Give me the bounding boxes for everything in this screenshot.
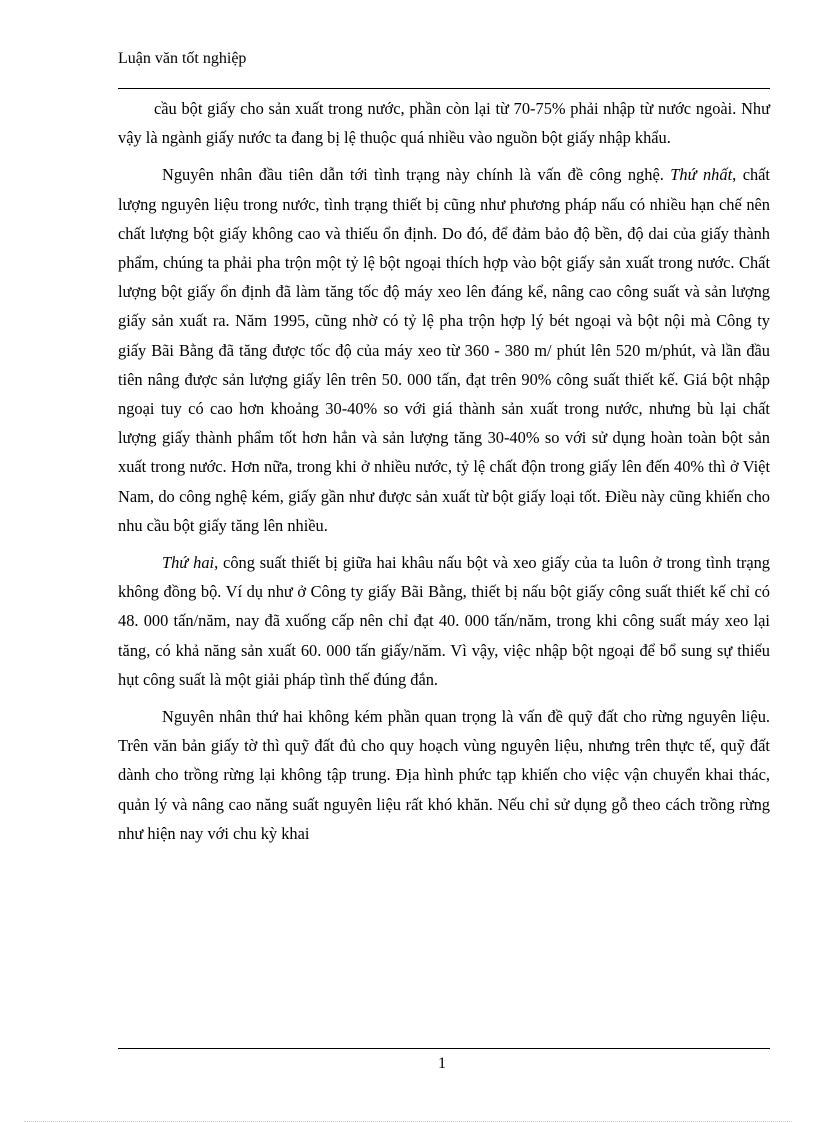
paragraph-text: Nguyên nhân đầu tiên dẫn tới tình trạng này chính là vấn đề công nghệ. (162, 165, 671, 185)
page-number: 1 (438, 1055, 446, 1072)
paragraph-continuation (118, 94, 770, 152)
paragraph-text: , chất lượng nguyên liệu trong nước, tình trạng thiết bị cũng như phương pháp nấu có nhiều hạn chế nên chất lượng bột giấy không cao và thiếu ổn định. Do đó, để đảm bảo độ bền, độ dai của giấy thành phẩm, chúng ta phải pha trộn một tỷ lệ bột ngoại thích hợp vào bột giấy sản xuất trong nước. Chất lượng bột giấy ổn định đã làm tăng tốc độ máy xeo lên đáng kể, nâng cao công suất và sản lượng giấy sản xuất ra. Năm 1995, cũng nhờ có tỷ lệ pha trộn hợp lý bét ngoại và bột nội mà Công ty giấy Bãi Bằng đã tăng được tốc độ của máy xeo từ 360 - 380 m/ phút lên 520 m/phút, và lần đầu tiên nâng được sản lượng giấy lên trên 50. 000 tấn, đạt trên 90% công suất thiết kế. Giá bột nhập ngoại tuy có cao hơn khoảng 30-40% so với giá thành sản xuất trong nước, nhưng bù lại chất lượng giấy thành phẩm tốt hơn hẳn và sản lượng tăng 30-40% so với sử dụng hoàn toàn bột sản xuất trong nước. Hơn nữa, trong khi ở nhiều nước, tỷ lệ chất độn trong giấy lên đến 40% thì ở Việt Nam, do công nghệ kém, giấy gần như được sản xuất từ bột giấy loại tốt. Điều này cũng khiến cho nhu cầu bột giấy tăng lên nhiều. (118, 165, 770, 535)
running-header-title: Luận văn tốt nghiệp (118, 50, 247, 67)
paragraph-text: , công suất thiết bị giữa hai khâu nấu bột và xeo giấy của ta luôn ở trong tình trạng không đồng bộ. Ví dụ như ở Công ty giấy Bãi Bằng, thiết bị nấu bột giấy công suất thiết kế chỉ có 48. 000 tấn/năm, nay đã xuống cấp nên chỉ đạt 40. 000 tấn/năm, trong khi công suất máy xeo lại tăng, có khả năng sản xuất 60. 000 tấn giấy/năm. Vì vậy, việc nhập bột ngoại để bổ sung sự thiếu hụt công suất là một giải pháp tình thế đúng đắn. (118, 553, 770, 689)
body-text (118, 94, 770, 856)
page-edge-divider (24, 1121, 792, 1122)
header-rule (118, 88, 770, 89)
paragraph-technology-cause (118, 160, 770, 540)
paragraph-text: cầu bột giấy cho sản xuất trong nước, phần còn lại từ 70-75% phải nhập từ nước ngoài. Như vậy là ngành giấy nước ta đang bị lệ thuộc quá nhiều vào nguồn bột giấy nhập khẩu. (118, 99, 770, 148)
paragraph-land-fund (118, 702, 770, 848)
paragraph-capacity-mismatch (118, 548, 770, 694)
footer-rule (118, 1048, 770, 1049)
paragraph-text: Nguyên nhân thứ hai không kém phần quan trọng là vấn đề quỹ đất cho rừng nguyên liệu. Trên văn bản giấy tờ thì quỹ đất đủ cho quy hoạch vùng nguyên liệu, nhưng trên thực tế, quỹ đất dành cho trồng rừng lại không tập trung. Địa hình phức tạp khiến cho việc vận chuyển khai thác, quản lý và nâng cao năng suất nguyên liệu rất khó khăn. Nếu chỉ sử dụng gỗ theo cách trồng rừng như hiện nay với chu kỳ khai (118, 707, 770, 843)
emphasis-thu-hai: Thứ hai (162, 553, 215, 573)
emphasis-thu-nhat: Thứ nhất (670, 165, 733, 185)
